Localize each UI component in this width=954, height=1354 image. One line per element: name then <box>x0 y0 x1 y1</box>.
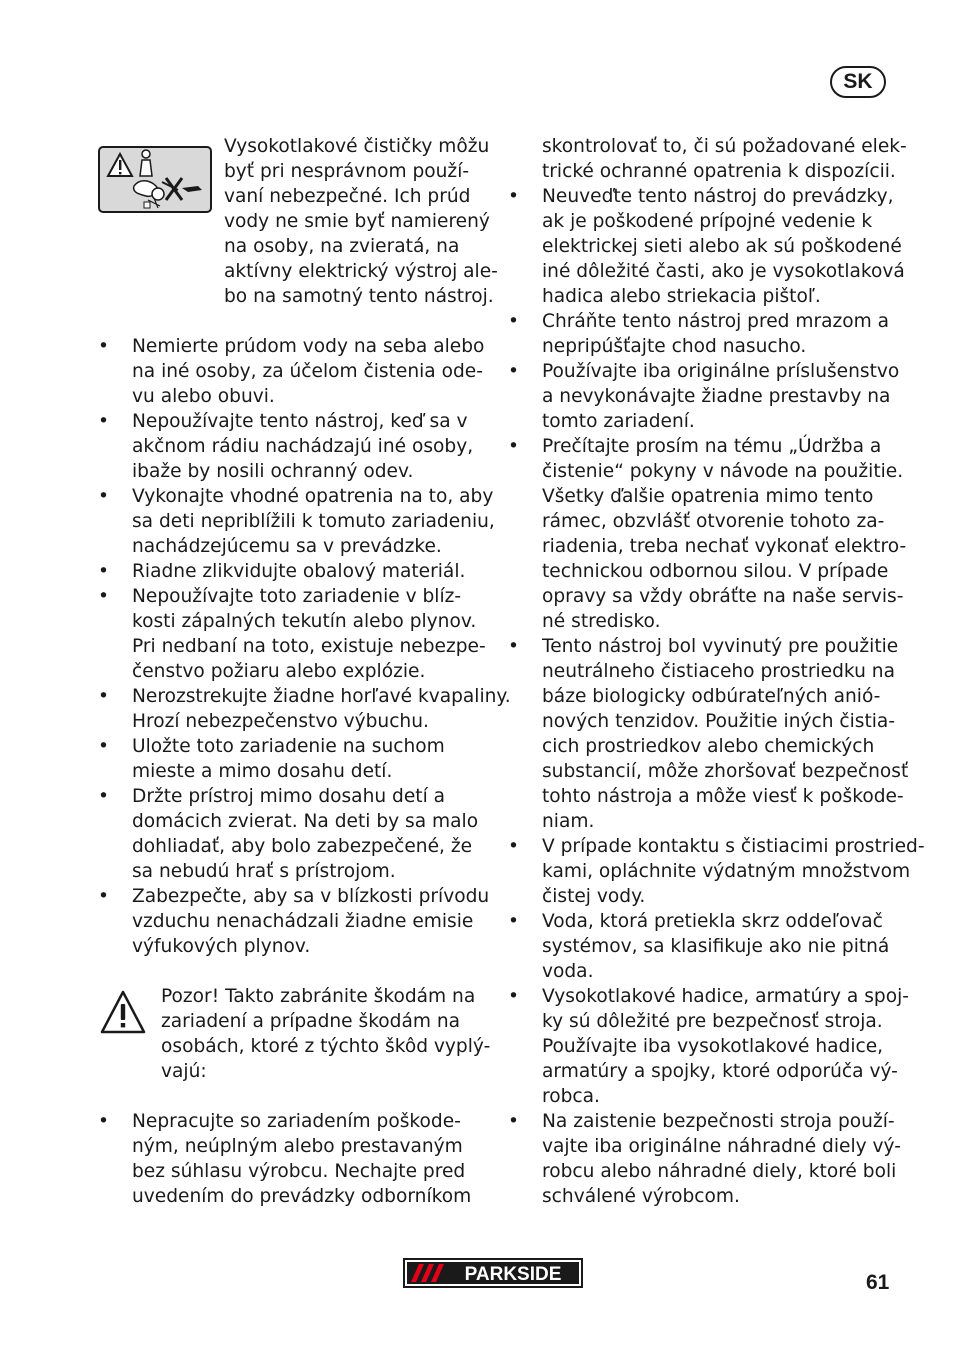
text-line: skontrolovať to, či sú požadované elek- <box>542 136 907 157</box>
list-item <box>508 184 908 309</box>
text-line: akčnom rádiu nachádzajú iné osoby, <box>132 436 474 457</box>
text-line: niam. <box>542 811 595 832</box>
text-line: Používajte iba originálne príslušenstvo <box>542 361 900 382</box>
continued-item-text <box>508 134 908 184</box>
text-line: riadenia, treba nechať vykonať elektro- <box>542 536 907 557</box>
list-item <box>508 634 908 834</box>
list-item <box>98 734 498 784</box>
text-line: tohto nástroja a môže viesť k poškode- <box>542 786 904 807</box>
text-line: Vysokotlakové čističky môžu <box>224 136 490 157</box>
list-item <box>98 1109 498 1209</box>
bullet-icon: • <box>98 786 109 807</box>
list-item <box>98 409 498 484</box>
bullet-icon: • <box>508 986 519 1007</box>
text-line: Vysokotlakové hadice, armatúry a spoj- <box>542 986 909 1007</box>
bullet-icon: • <box>98 1111 109 1132</box>
text-line: Tento nástroj bol vyvinutý pre použitie <box>542 636 899 657</box>
list-item <box>508 834 925 909</box>
text-line: iné dôležité časti, ako je vysokotlaková <box>542 261 905 282</box>
list-item <box>98 559 498 584</box>
text-line: nepripúšťajte chod nasucho. <box>542 336 807 357</box>
text-line: na osoby, na zvieratá, na <box>224 236 460 257</box>
text-line: Pri nedbaní na toto, existuje nebezpe- <box>132 636 486 657</box>
text-line: robca. <box>542 1086 600 1107</box>
text-line: vajú: <box>161 1061 207 1082</box>
text-line: vzduchu nenachádzali žiadne emisie <box>132 911 474 932</box>
text-line: Nemierte prúdom vody na seba alebo <box>132 336 485 357</box>
text-line: čistej vody. <box>542 886 646 907</box>
list-item <box>508 1109 908 1209</box>
text-line: čenstvo požiaru alebo explózie. <box>132 661 426 682</box>
text-line: né stredisko. <box>542 611 661 632</box>
text-line: bo na samotný tento nástroj. <box>224 286 494 307</box>
text-line: hadica alebo striekacia pištoľ. <box>542 286 821 307</box>
text-line: Používajte iba vysokotlakové hadice, <box>542 1036 884 1057</box>
text-line: Všetky ďalšie opatrenia mimo tento <box>542 486 874 507</box>
bullet-icon: • <box>98 686 109 707</box>
list-item <box>508 909 908 984</box>
text-line: kosti zápalných tekutín alebo plynov. <box>132 611 477 632</box>
text-line: Držte prístroj mimo dosahu detí a <box>132 786 446 807</box>
parkside-logo <box>403 1258 583 1288</box>
text-line: substancií, môže zhoršovať bezpečnosť <box>542 761 909 782</box>
bullet-icon: • <box>508 636 519 657</box>
bullet-icon: • <box>508 361 519 382</box>
bullet-icon: • <box>98 561 109 582</box>
text-line: ným, neúplným alebo prestavaným <box>132 1136 463 1157</box>
text-line: Pozor! Takto zabránite škodám na <box>161 986 476 1007</box>
text-line: aktívny elektrický výstroj ale- <box>224 261 498 282</box>
list-item <box>508 359 908 434</box>
list-item <box>98 584 498 684</box>
bullet-icon: • <box>98 886 109 907</box>
text-line: Nepracujte so zariadením poškode- <box>132 1111 461 1132</box>
text-line: domácich zvierat. Na deti by sa malo <box>132 811 479 832</box>
text-line: elektrickej sieti alebo ak sú poškodené <box>542 236 902 257</box>
list-item <box>508 309 908 359</box>
text-line: tomto zariadení. <box>542 411 695 432</box>
text-line: vody ne smie byť namierený <box>224 211 490 232</box>
list-item <box>98 784 498 884</box>
language-badge: SK <box>830 66 886 98</box>
bullet-icon: • <box>508 1111 519 1132</box>
text-line: bez súhlasu výrobcu. Nechajte pred <box>132 1161 466 1182</box>
bullet-icon: • <box>98 736 109 757</box>
text-line: sa nebudú hrať s prístrojom. <box>132 861 396 882</box>
text-line: opravy sa vždy obráťte na naše servis- <box>542 586 904 607</box>
text-line: V prípade kontaktu s čistiacimi prostried- <box>542 836 925 857</box>
text-line: ky sú dôležité pre bezpečnosť stroja. <box>542 1011 883 1032</box>
text-line: neutrálneho čistiaceho prostriedku na <box>542 661 895 682</box>
text-line: Nerozstrekujte žiadne horľavé kvapaliny. <box>132 686 511 707</box>
text-line: Prečítajte prosím na tému „Údržba a <box>542 436 882 457</box>
text-line: voda. <box>542 961 594 982</box>
list-item <box>508 984 908 1109</box>
text-line: mieste a mimo dosahu detí. <box>132 761 393 782</box>
list-item <box>98 334 498 409</box>
bullet-icon: • <box>508 911 519 932</box>
high-pressure-warning-pictogram <box>98 146 212 213</box>
text-line: technickou odbornou silou. V prípade <box>542 561 889 582</box>
bullet-icon: • <box>98 336 109 357</box>
text-line: trické ochranné opatrenia k dispozícii. <box>542 161 896 182</box>
text-line: vajte iba originálne náhradné diely vý- <box>542 1136 901 1157</box>
text-line: nachádzejúcemu sa v prevádzke. <box>132 536 442 557</box>
text-line: Nepoužívajte toto zariadenie v blíz- <box>132 586 462 607</box>
safety-list-left-bottom <box>98 1109 498 1209</box>
text-line: Uložte toto zariadenie na suchom <box>132 736 445 757</box>
text-line: Vykonajte vhodné opatrenia na to, aby <box>132 486 494 507</box>
text-line: kami, opláchnite výdatným množstvom <box>542 861 911 882</box>
text-line: Nepoužívajte tento nástroj, keď sa v <box>132 411 468 432</box>
text-line: rámec, obzvlášť otvorenie tohoto za- <box>542 511 885 532</box>
text-line: schválené výrobcom. <box>542 1186 740 1207</box>
text-line: čistenie“ pokyny v návode na použitie. <box>542 461 904 482</box>
text-line: vaní nebezpečné. Ich prúd <box>224 186 471 207</box>
list-item <box>98 884 498 959</box>
bullet-icon: • <box>98 411 109 432</box>
list-item <box>98 684 511 734</box>
bullet-icon: • <box>98 586 109 607</box>
text-line: Neuveďte tento nástroj do prevádzky, <box>542 186 894 207</box>
text-line: vu alebo obuvi. <box>132 386 275 407</box>
text-line: robcu alebo náhradné diely, ktoré boli <box>542 1161 897 1182</box>
safety-list-left <box>98 334 511 959</box>
text-line: Voda, ktorá pretiekla skrz oddeľovač <box>542 911 883 932</box>
text-line: Hrozí nebezpečenstvo výbuchu. <box>132 711 429 732</box>
safety-list-right <box>508 134 925 1209</box>
text-line: dohliadať, aby bolo zabezpečené, že <box>132 836 473 857</box>
caution-triangle-icon <box>99 988 147 1036</box>
text-line: osobách, ktoré z týchto škôd vyplý- <box>161 1036 491 1057</box>
bullet-icon: • <box>508 311 519 332</box>
list-item <box>508 434 908 634</box>
text-line: systémov, sa klasifikuje ako nie pitná <box>542 936 890 957</box>
warning-paragraph <box>224 134 498 309</box>
page-number: 61 <box>866 1271 890 1294</box>
bullet-icon: • <box>508 836 519 857</box>
text-line: výfukových plynov. <box>132 936 311 957</box>
text-line: armatúry a spojky, ktoré odporúča vý- <box>542 1061 898 1082</box>
text-line: byť pri nesprávnom použí- <box>224 161 470 182</box>
bullet-icon: • <box>508 186 519 207</box>
text-line: ibaže by nosili ochranný odev. <box>132 461 414 482</box>
bullet-icon: • <box>98 486 109 507</box>
text-line: nových tenzidov. Použitie iných čistia- <box>542 711 896 732</box>
text-line: cich prostriedkov alebo chemických <box>542 736 875 757</box>
bullet-icon: • <box>508 436 519 457</box>
text-line: sa deti nepriblížili k tomuto zariadeniu, <box>132 511 495 532</box>
list-item <box>98 484 498 559</box>
text-line: Riadne zlikvidujte obalový materiál. <box>132 561 466 582</box>
text-line: Na zaistenie bezpečnosti stroja použí- <box>542 1111 895 1132</box>
text-line: báze biologicky odbúrateľných anió- <box>542 686 881 707</box>
logo-wordmark: PARKSIDE <box>464 1264 562 1285</box>
text-line: a nevykonávajte žiadne prestavby na <box>542 386 891 407</box>
caution-paragraph <box>161 984 491 1084</box>
text-line: Zabezpečte, aby sa v blízkosti prívodu <box>132 886 490 907</box>
text-line: ak je poškodené prípojné vedenie k <box>542 211 873 232</box>
text-line: Chráňte tento nástroj pred mrazom a <box>542 311 890 332</box>
text-line: zariadení a prípadne škodám na <box>161 1011 461 1032</box>
text-line: uvedením do prevádzky odborníkom <box>132 1186 472 1207</box>
text-line: na iné osoby, za účelom čistenia ode- <box>132 361 483 382</box>
